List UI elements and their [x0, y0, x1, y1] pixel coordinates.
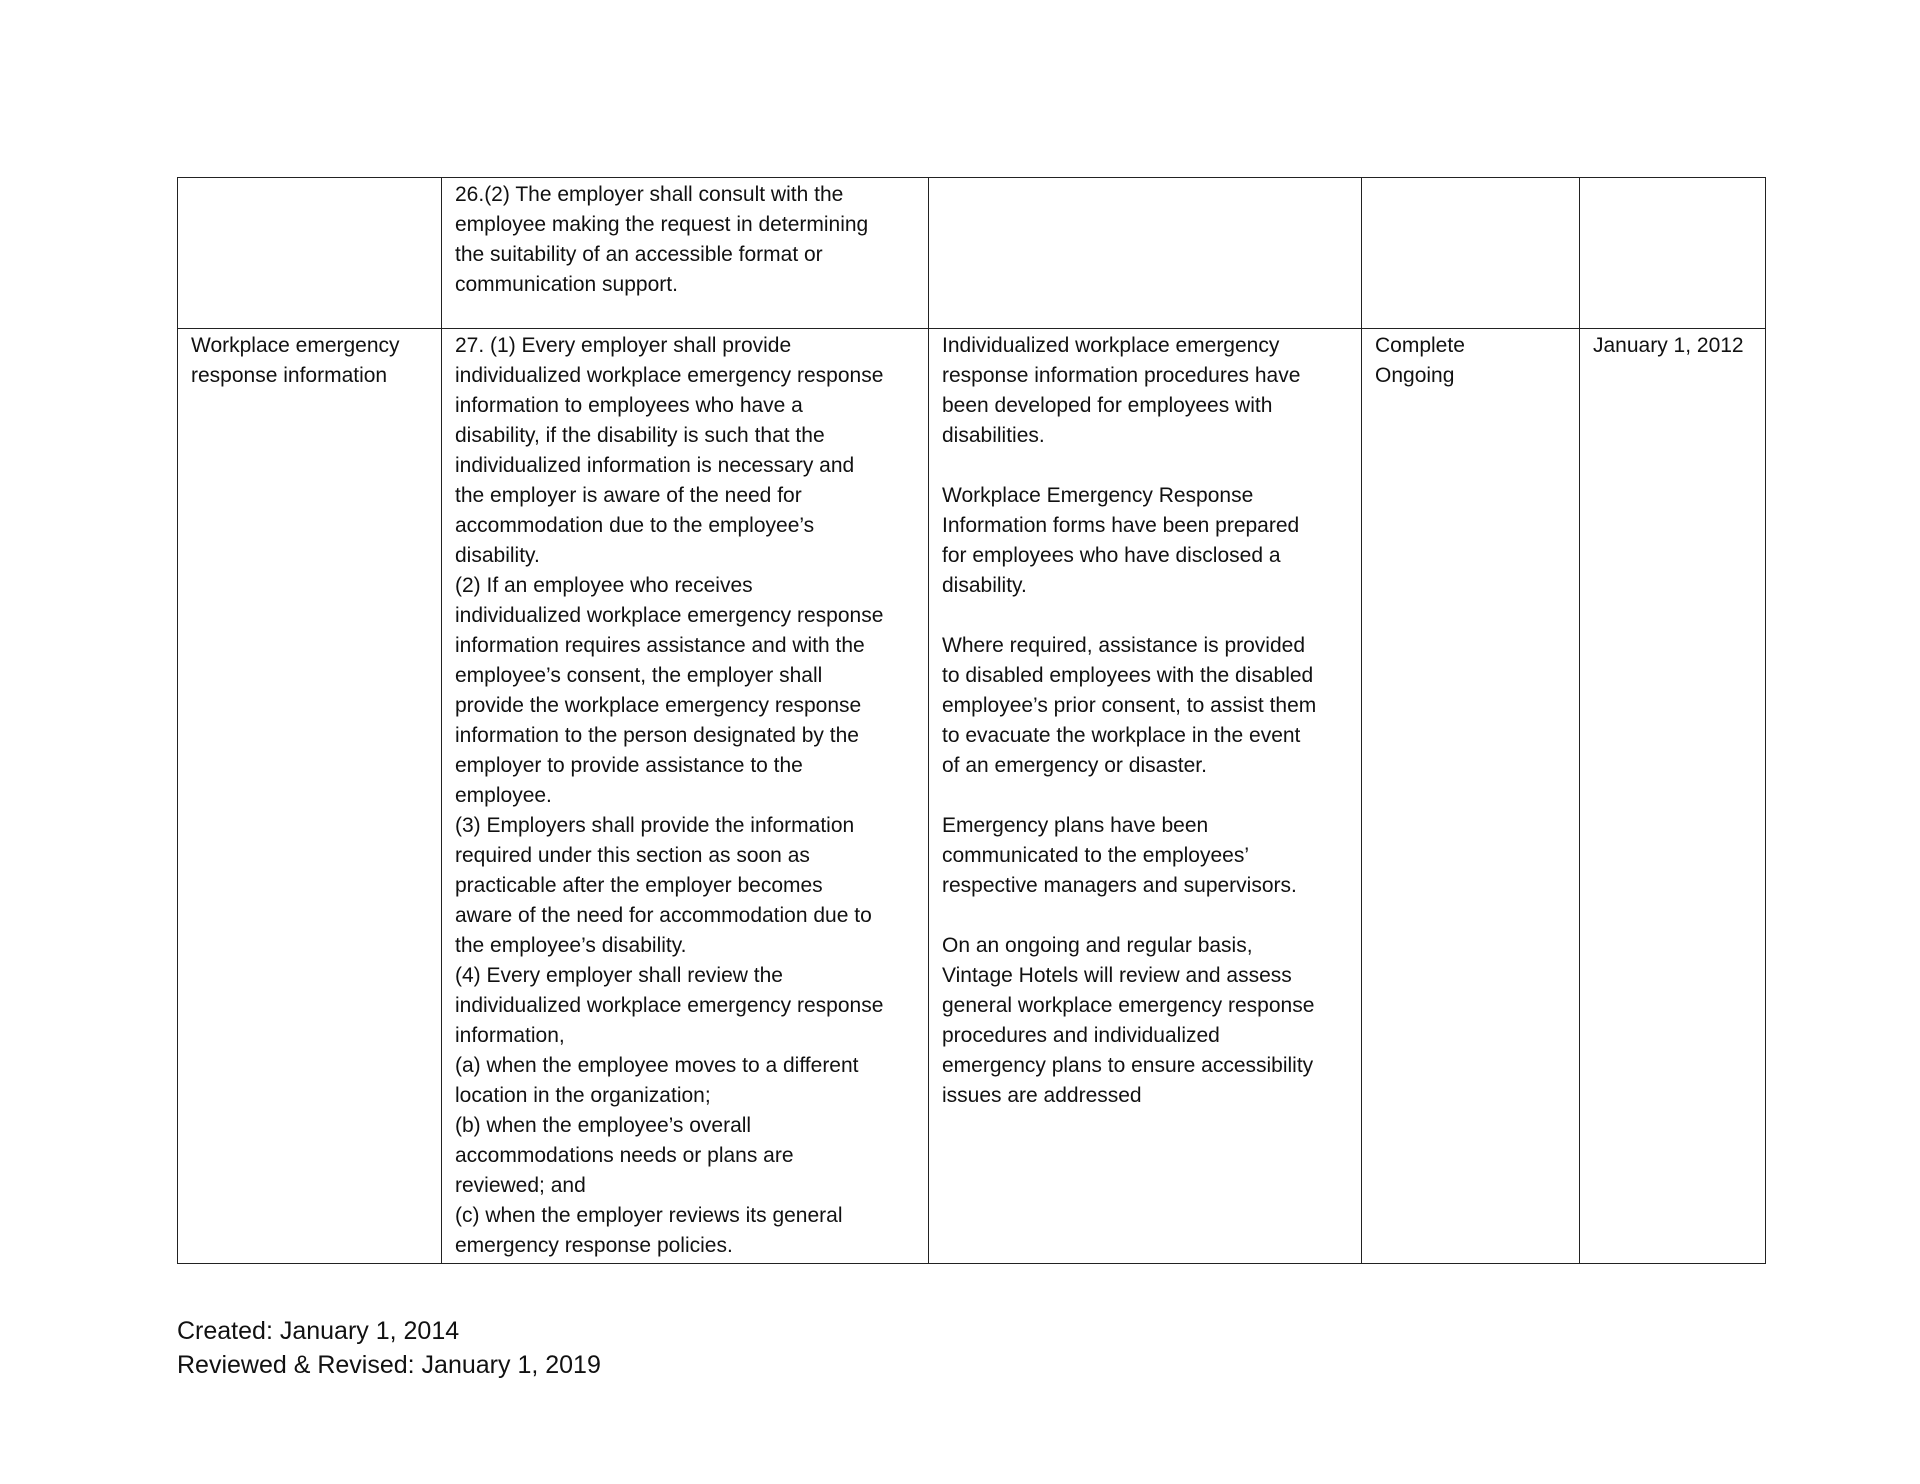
date-line: January 1, 2012 — [1593, 334, 1744, 357]
requirement-line: individualized information is necessary and — [455, 454, 855, 477]
requirement-line: employee making the request in determining — [455, 213, 869, 236]
action-line: employee’s prior consent, to assist them — [942, 694, 1317, 717]
topic-cell — [178, 329, 442, 1264]
requirement-line: (a) when the employee moves to a different — [455, 1054, 859, 1077]
paragraph-gap — [942, 781, 1349, 811]
requirement-line: individualized workplace emergency response — [455, 604, 884, 627]
requirement-line: accommodations needs or plans are — [455, 1144, 794, 1167]
paragraph-gap — [942, 451, 1349, 481]
requirement-line: the suitability of an accessible format or — [455, 243, 823, 266]
action-line: On an ongoing and regular basis, — [942, 934, 1253, 957]
requirement-line: information requires assistance and with the — [455, 634, 865, 657]
action-line: to disabled employees with the disabled — [942, 664, 1314, 687]
requirement-line: aware of the need for accommodation due to — [455, 904, 872, 927]
action-line: to evacuate the workplace in the event — [942, 724, 1301, 747]
requirement-cell — [442, 329, 929, 1264]
requirement-line: provide the workplace emergency response — [455, 694, 862, 717]
requirement-line: information, — [455, 1024, 565, 1047]
action-line: emergency plans to ensure accessibility — [942, 1054, 1314, 1077]
requirement-line: 26.(2) The employer shall consult with the — [455, 183, 844, 206]
requirement-line: information to employees who have a — [455, 394, 803, 417]
requirement-line: employer to provide assistance to the — [455, 754, 803, 777]
created-date: Created: January 1, 2014 — [177, 1317, 460, 1345]
requirement-line: disability, if the disability is such that the — [455, 424, 825, 447]
topic-line: Workplace emergency — [191, 334, 400, 357]
requirement-line: (c) when the employer reviews its general — [455, 1204, 843, 1227]
requirement-line: required under this section as soon as — [455, 844, 810, 867]
action-line: communicated to the employees’ — [942, 844, 1249, 867]
action-line: been developed for employees with — [942, 394, 1273, 417]
requirement-line: the employee’s disability. — [455, 934, 687, 957]
requirement-line: individualized workplace emergency response — [455, 364, 884, 387]
paragraph-gap — [942, 601, 1349, 631]
action-line: procedures and individualized — [942, 1024, 1220, 1047]
action-line: respective managers and supervisors. — [942, 874, 1297, 897]
action-line: general workplace emergency response — [942, 994, 1315, 1017]
paragraph-gap — [942, 901, 1349, 931]
date-cell — [1580, 329, 1766, 1264]
accessibility-compliance-table — [177, 177, 1766, 1264]
requirement-line: location in the organization; — [455, 1084, 711, 1107]
requirement-line: employee. — [455, 784, 552, 807]
requirement-line: emergency response policies. — [455, 1234, 733, 1257]
action-line: disabilities. — [942, 424, 1045, 447]
action-cell — [929, 178, 1362, 329]
requirement-line: reviewed; and — [455, 1174, 586, 1197]
action-line: Emergency plans have been — [942, 814, 1209, 837]
action-line: response information procedures have — [942, 364, 1301, 387]
action-line: for employees who have disclosed a — [942, 544, 1281, 567]
status-cell — [1362, 178, 1580, 329]
requirement-line: information to the person designated by the — [455, 724, 859, 747]
revised-date: Reviewed & Revised: January 1, 2019 — [177, 1351, 601, 1379]
requirement-line: (2) If an employee who receives — [455, 574, 753, 597]
requirement-line: (3) Employers shall provide the information — [455, 814, 855, 837]
action-line: Information forms have been prepared — [942, 514, 1300, 537]
topic-cell — [178, 178, 442, 329]
requirement-line: disability. — [455, 544, 540, 567]
status-cell — [1362, 329, 1580, 1264]
table-row — [178, 329, 1766, 1264]
requirement-line: practicable after the employer becomes — [455, 874, 823, 897]
requirement-cell — [442, 178, 929, 329]
action-line: Where required, assistance is provided — [942, 634, 1306, 657]
action-line: Workplace Emergency Response — [942, 484, 1254, 507]
requirement-line: 27. (1) Every employer shall provide — [455, 334, 792, 357]
document-footer — [177, 1314, 601, 1382]
action-line: Vintage Hotels will review and assess — [942, 964, 1292, 987]
action-line: disability. — [942, 574, 1027, 597]
action-cell — [929, 329, 1362, 1264]
action-line: issues are addressed — [942, 1084, 1142, 1107]
requirement-line: individualized workplace emergency response — [455, 994, 884, 1017]
requirement-line: accommodation due to the employee’s — [455, 514, 815, 537]
status-line: Complete — [1375, 334, 1465, 357]
table-row — [178, 178, 1766, 329]
requirement-line: (4) Every employer shall review the — [455, 964, 783, 987]
requirement-line: the employer is aware of the need for — [455, 484, 802, 507]
action-line: Individualized workplace emergency — [942, 334, 1280, 357]
requirement-line: communication support. — [455, 273, 678, 296]
requirement-line: (b) when the employee’s overall — [455, 1114, 752, 1137]
action-line: of an emergency or disaster. — [942, 754, 1207, 777]
requirement-line: employee’s consent, the employer shall — [455, 664, 823, 687]
status-line: Ongoing — [1375, 364, 1455, 387]
date-cell — [1580, 178, 1766, 329]
topic-line: response information — [191, 364, 388, 387]
